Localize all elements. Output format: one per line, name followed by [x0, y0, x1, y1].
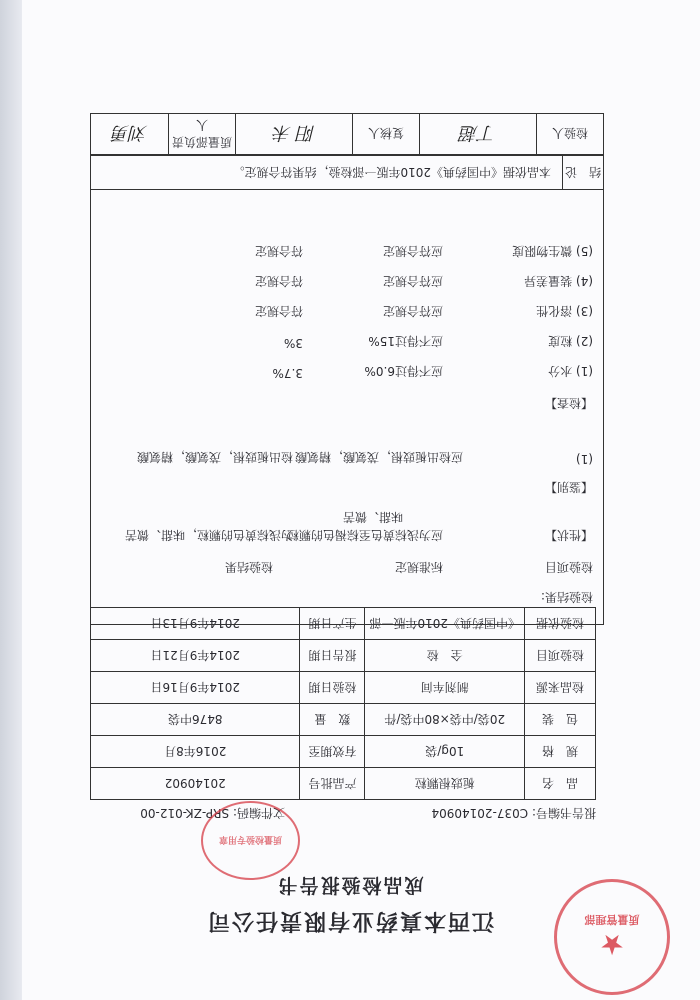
binder-edge [0, 0, 22, 1000]
conclusion-row [90, 154, 604, 190]
report-number-value: C037-20140904 [431, 806, 529, 820]
table-cell: 有效期至 [300, 736, 365, 768]
identify-item: (1) [576, 452, 593, 466]
property-standard-cont: 味甜、微苦 [342, 510, 403, 524]
table-cell: 检验日期 [300, 672, 365, 704]
reviewer-signature: 阳 未 [236, 114, 353, 155]
check-item: (3) 溶化性 [536, 304, 593, 318]
col-standard-header: 标准规定 [394, 560, 443, 574]
product-info-table [90, 607, 596, 800]
check-result: 3.7% [272, 366, 303, 380]
table-cell: 数 量 [300, 704, 365, 736]
inspector-signature: 丁超 [420, 114, 537, 155]
table-cell: 2016年8月 [91, 736, 300, 768]
check-standard: 应不得过15% [368, 334, 443, 348]
inspector-label: 检验人 [537, 114, 604, 155]
report-number [431, 805, 596, 822]
property-result: 为浅棕黄色的颗粒，味甜、微苦 [124, 528, 293, 542]
results-section [90, 155, 604, 625]
report-title: 成品检验报告书 [276, 874, 424, 896]
report-number-label: 报告书编号: [531, 806, 596, 820]
table-row [91, 768, 596, 800]
table-cell: 20140902 [91, 768, 300, 800]
reviewer-label: 复核人 [353, 114, 420, 155]
table-row [91, 736, 596, 768]
check-result: 符合规定 [254, 304, 303, 318]
table-cell: 2014年9月16日 [91, 672, 300, 704]
file-number-label: 文件编码: [232, 806, 285, 820]
file-number-value: SRP-ZK-012-00 [140, 806, 230, 820]
check-item: (5) 微生物限度 [512, 244, 593, 258]
check-result: 符合规定 [254, 274, 303, 288]
property-standard: 应为浅棕黄色至棕褐色的颗粒 [286, 528, 443, 542]
check-standard: 应符合规定 [382, 304, 443, 318]
table-cell: 检验依据 [525, 608, 596, 640]
seal-star-icon: ★ [599, 928, 625, 962]
identify-result: 检出栀豉根，茂氨酸，精氨酸 [136, 450, 293, 464]
table-cell: 8476中袋 [91, 704, 300, 736]
table-row [91, 640, 596, 672]
company-name: 江西本真药业有限责任公司 [206, 908, 495, 933]
table-cell: 10g/袋 [365, 736, 525, 768]
check-item: (1) 水分 [548, 364, 593, 378]
qa-label: 质量部负责人 [169, 114, 236, 155]
table-cell: 检品来源 [525, 672, 596, 704]
table-cell: 全 检 [365, 640, 525, 672]
identify-label: 【鉴别】 [544, 480, 593, 494]
table-cell: 规 格 [525, 736, 596, 768]
check-standard: 应不得过6.0% [364, 364, 443, 378]
table-cell: 品 名 [525, 768, 596, 800]
quality-department-seal: ★ 质量管理部 [554, 879, 670, 995]
identify-standard: 应检出栀豉根，茂氨酸，精氨酸 [294, 450, 463, 464]
table-cell: 2014年9月21日 [91, 640, 300, 672]
check-standard: 应符合规定 [382, 274, 443, 288]
table-row [91, 114, 604, 155]
table-cell: 20袋/中袋×80中袋/件 [365, 704, 525, 736]
col-item-header: 检验项目 [544, 560, 593, 574]
conclusion-text: 本品依据《中国药典》2010年版一部检验，结果符合规定。 [232, 165, 551, 179]
table-cell: 制剂车间 [365, 672, 525, 704]
check-label: 【检查】 [544, 396, 593, 410]
table-cell: 2014年9月13日 [91, 608, 300, 640]
table-row [91, 672, 596, 704]
table-cell: 报告日期 [300, 640, 365, 672]
table-cell: 包 装 [525, 704, 596, 736]
signature-table [90, 113, 604, 155]
check-item: (2) 粒度 [548, 334, 593, 348]
conclusion-label: 结 论 [562, 155, 603, 189]
check-item: (4) 装量差异 [524, 274, 593, 288]
col-result-header: 检验结果 [224, 560, 273, 574]
table-row [91, 704, 596, 736]
table-cell: 栀豉根颗粒 [365, 768, 525, 800]
table-cell: 《中国药典》2010年版一部 [365, 608, 525, 640]
check-result: 符合规定 [254, 244, 303, 258]
check-result: 3% [283, 336, 303, 350]
qa-signature: 刘勇 [91, 114, 169, 155]
results-heading: 检验结果: [540, 590, 593, 604]
table-cell: 产品批号 [300, 768, 365, 800]
property-label: 【性状】 [544, 528, 593, 542]
table-cell: 检验项目 [525, 640, 596, 672]
company-seal: 质量检验专用章 [201, 801, 300, 880]
check-standard: 应符合规定 [382, 244, 443, 258]
table-cell: 生产日期 [300, 608, 365, 640]
